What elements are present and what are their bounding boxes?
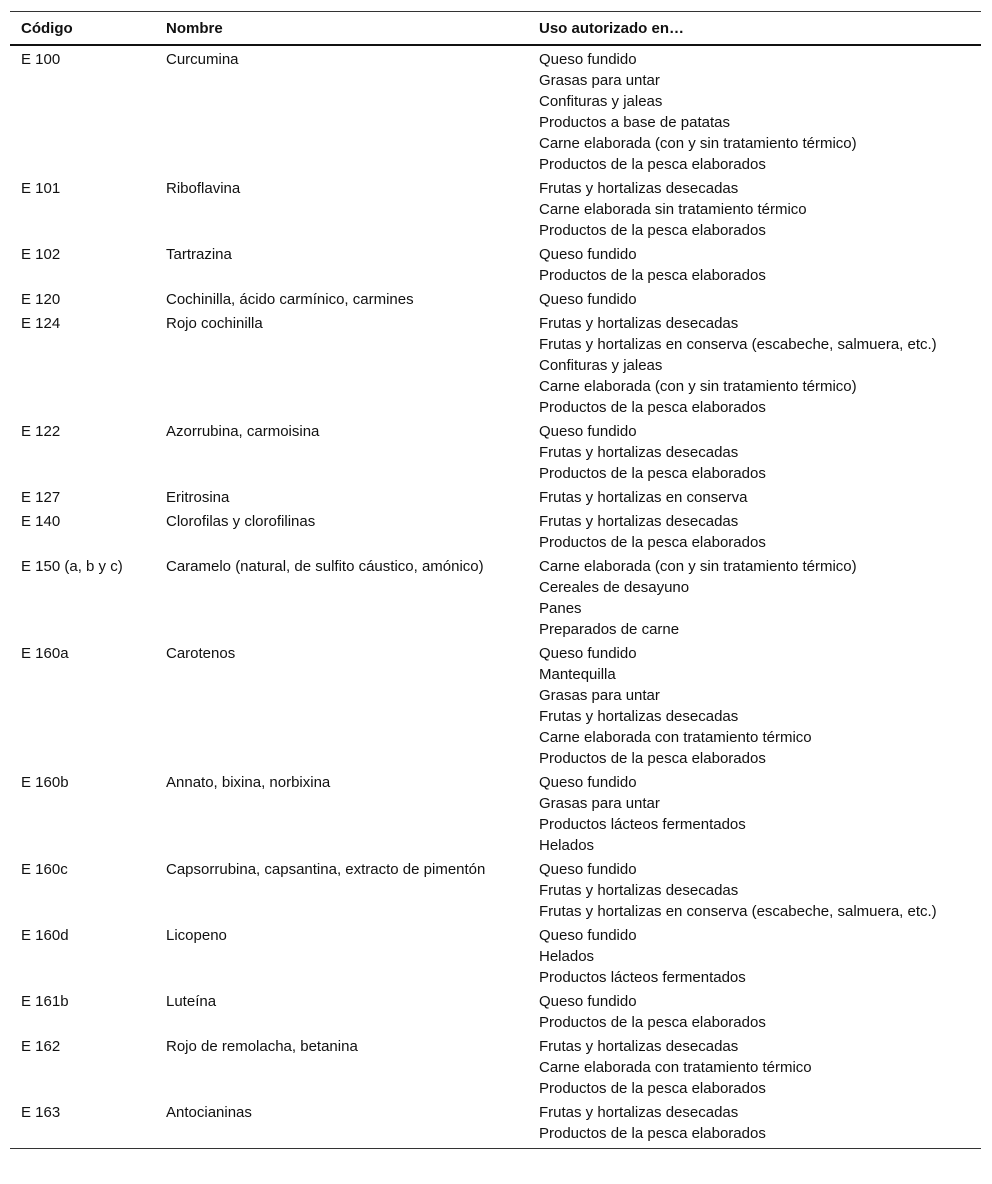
cell-code: E 162: [21, 1038, 61, 1055]
use-item: Frutas y hortalizas desecadas: [539, 315, 739, 332]
cell-code: E 160d: [21, 927, 69, 944]
cell-uses: [528, 856, 981, 922]
colorants-table-container: [10, 11, 981, 1149]
table-body: [10, 45, 981, 1149]
cell-name: Tartrazina: [166, 246, 232, 263]
cell-name: Annato, bixina, norbixina: [166, 774, 331, 791]
use-item: Frutas y hortalizas en conserva: [539, 489, 748, 506]
use-item: Frutas y hortalizas desecadas: [539, 1038, 739, 1055]
use-item: Confituras y jaleas: [539, 93, 663, 110]
use-item: Frutas y hortalizas desecadas: [539, 180, 739, 197]
cell-name: Riboflavina: [166, 180, 241, 197]
header-name: Nombre: [155, 12, 528, 46]
cell-name: Clorofilas y clorofilinas: [166, 513, 316, 530]
table-row: [10, 286, 981, 310]
table-row: [10, 856, 981, 922]
use-item: Productos de la pesca elaborados: [539, 399, 766, 416]
use-item: Frutas y hortalizas desecadas: [539, 513, 739, 530]
cell-uses: [528, 922, 981, 988]
table-row: [10, 484, 981, 508]
use-item: Queso fundido: [539, 861, 637, 878]
cell-code: E 160a: [21, 645, 69, 662]
use-item: Frutas y hortalizas en conserva (escabeche, salmuera, etc.): [539, 336, 937, 353]
cell-code: E 100: [21, 51, 61, 68]
use-item: Productos de la pesca elaborados: [539, 465, 766, 482]
table-row: [10, 1033, 981, 1099]
cell-uses: [528, 286, 981, 310]
use-item: Confituras y jaleas: [539, 357, 663, 374]
use-item: Helados: [539, 948, 595, 965]
table-row: [10, 175, 981, 241]
table-row: [10, 418, 981, 484]
cell-uses: [528, 45, 981, 175]
table-row: [10, 988, 981, 1033]
use-item: Productos de la pesca elaborados: [539, 222, 766, 239]
cell-code: E 127: [21, 489, 61, 506]
use-item: Productos de la pesca elaborados: [539, 1014, 766, 1031]
table-row: [10, 1099, 981, 1149]
use-item: Carne elaborada (con y sin tratamiento térmico): [539, 558, 857, 575]
cell-uses: [528, 484, 981, 508]
use-item: Queso fundido: [539, 645, 637, 662]
colorants-table: [10, 11, 981, 1149]
cell-uses: [528, 1033, 981, 1099]
use-item: Productos de la pesca elaborados: [539, 1125, 766, 1142]
use-item: Frutas y hortalizas desecadas: [539, 882, 739, 899]
use-item: Cereales de desayuno: [539, 579, 690, 596]
use-item: Carne elaborada con tratamiento térmico: [539, 729, 812, 746]
cell-code: E 163: [10, 1099, 155, 1149]
cell-uses: [528, 1099, 981, 1149]
use-item: Productos de la pesca elaborados: [539, 750, 766, 767]
cell-uses: [528, 988, 981, 1033]
use-item: Mantequilla: [539, 666, 616, 683]
use-item: Queso fundido: [539, 927, 637, 944]
use-item: Queso fundido: [539, 993, 637, 1010]
table-row: [10, 310, 981, 418]
table-row: [10, 769, 981, 856]
use-item: Productos a base de patatas: [539, 114, 730, 131]
use-item: Carne elaborada con tratamiento térmico: [539, 1059, 812, 1076]
use-item: Carne elaborada sin tratamiento térmico: [539, 201, 807, 218]
cell-uses: [528, 640, 981, 769]
cell-uses: [528, 418, 981, 484]
table-row: [10, 553, 981, 640]
use-item: Productos de la pesca elaborados: [539, 1080, 766, 1097]
cell-name: Luteína: [166, 993, 217, 1010]
header-code: Código: [10, 12, 155, 46]
cell-code: E 160c: [21, 861, 68, 878]
use-item: Frutas y hortalizas desecadas: [539, 708, 739, 725]
use-item: Panes: [539, 600, 582, 617]
use-item: Grasas para untar: [539, 795, 660, 812]
use-item: Productos de la pesca elaborados: [539, 267, 766, 284]
use-item: Queso fundido: [539, 774, 637, 791]
use-item: Frutas y hortalizas en conserva (escabeche, salmuera, etc.): [539, 903, 937, 920]
cell-uses: [528, 241, 981, 286]
cell-code: E 122: [21, 423, 61, 440]
cell-name: Rojo de remolacha, betanina: [166, 1038, 358, 1055]
cell-name: Curcumina: [166, 51, 239, 68]
cell-name: Carotenos: [166, 645, 236, 662]
use-item: Productos lácteos fermentados: [539, 969, 746, 986]
cell-name: Caramelo (natural, de sulfito cáustico, amónico): [166, 558, 484, 575]
use-item: Queso fundido: [539, 423, 637, 440]
table-row: [10, 241, 981, 286]
cell-uses: [528, 310, 981, 418]
cell-name: Cochinilla, ácido carmínico, carmines: [166, 291, 414, 308]
use-item: Grasas para untar: [539, 72, 660, 89]
table-header: [10, 12, 981, 46]
cell-name: Rojo cochinilla: [166, 315, 263, 332]
cell-code: E 101: [21, 180, 61, 197]
cell-code: E 124: [21, 315, 61, 332]
header-uses: Uso autorizado en…: [528, 12, 981, 46]
cell-name: Antocianinas: [155, 1099, 528, 1149]
use-item: Carne elaborada (con y sin tratamiento térmico): [539, 135, 857, 152]
cell-uses: [528, 508, 981, 553]
use-item: Carne elaborada (con y sin tratamiento térmico): [539, 378, 857, 395]
cell-code: E 140: [21, 513, 61, 530]
cell-name: Azorrubina, carmoisina: [166, 423, 320, 440]
table-row: [10, 922, 981, 988]
cell-uses: [528, 175, 981, 241]
cell-uses: [528, 769, 981, 856]
use-item: Queso fundido: [539, 51, 637, 68]
table-row: [10, 508, 981, 553]
table-row: [10, 45, 981, 175]
cell-name: Capsorrubina, capsantina, extracto de pimentón: [166, 861, 486, 878]
use-item: Productos de la pesca elaborados: [539, 156, 766, 173]
cell-code: E 102: [21, 246, 61, 263]
use-item: Queso fundido: [539, 246, 637, 263]
use-item: Productos de la pesca elaborados: [539, 534, 766, 551]
cell-code: E 150 (a, b y c): [21, 558, 123, 575]
cell-code: E 161b: [21, 993, 69, 1010]
use-item: Frutas y hortalizas desecadas: [539, 1104, 739, 1121]
cell-name: Licopeno: [166, 927, 227, 944]
use-item: Productos lácteos fermentados: [539, 816, 746, 833]
use-item: Helados: [539, 837, 595, 854]
cell-name: Eritrosina: [166, 489, 230, 506]
use-item: Frutas y hortalizas desecadas: [539, 444, 739, 461]
cell-code: E 120: [21, 291, 61, 308]
table-row: [10, 640, 981, 769]
use-item: Preparados de carne: [539, 621, 680, 638]
header-row: [10, 12, 981, 46]
use-item: Grasas para untar: [539, 687, 660, 704]
cell-code: E 160b: [21, 774, 69, 791]
use-item: Queso fundido: [539, 291, 637, 308]
cell-uses: [528, 553, 981, 640]
